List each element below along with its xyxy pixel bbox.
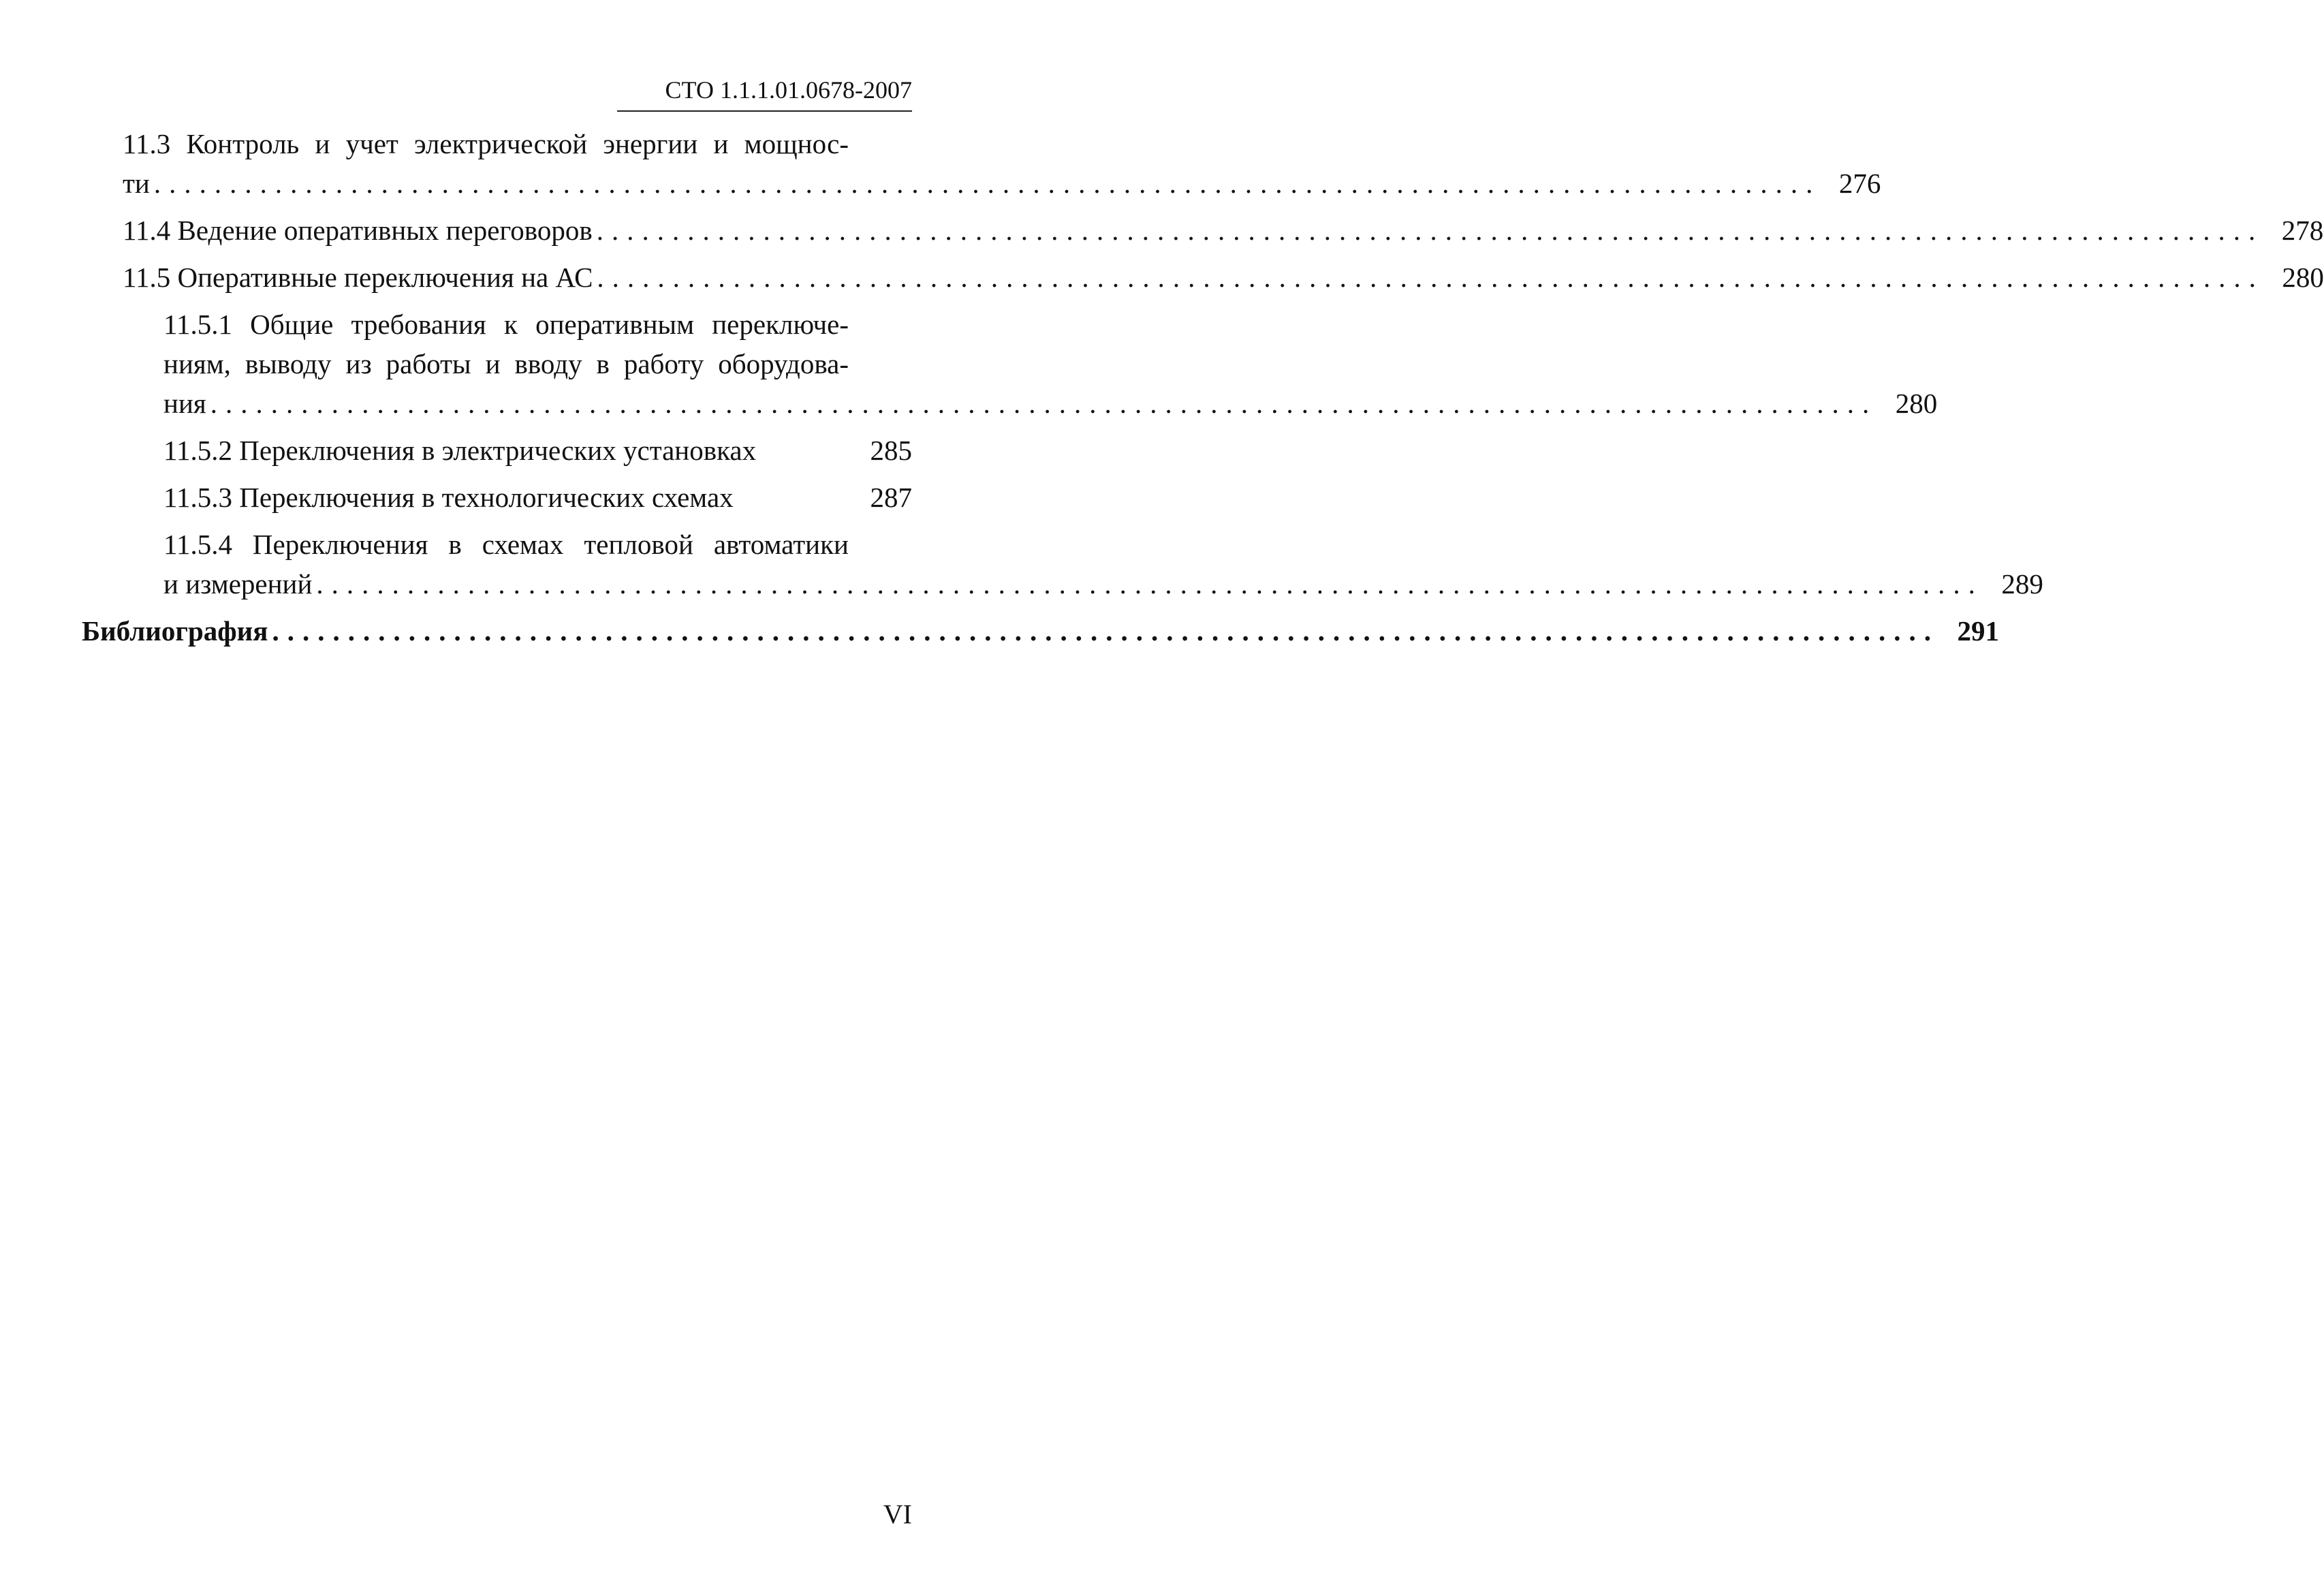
toc-entry-11-4[interactable] (82, 211, 2324, 250)
toc-entry-title: 11.5 Оперативные переключения на АС (123, 262, 593, 293)
toc-entry-title: 11.4 Ведение оперативных переговоров (123, 215, 593, 246)
page-folio: VI (883, 1499, 912, 1529)
dot-leader: .............................................................................................................. (153, 168, 1821, 199)
toc-entry-11-5-1[interactable] (82, 305, 1938, 423)
page-header: СТО 1.1.1.01.0678-2007 (665, 76, 912, 104)
toc-entry-11-5-3[interactable] (82, 478, 912, 517)
dot-leader: .............................................................................................................. (597, 262, 2264, 293)
toc-entry-line: 11.5.4 Переключения в схемах тепловой автоматики (163, 529, 849, 560)
dot-leader: .............................................................................................................. (316, 568, 1983, 600)
toc-entry-title: Библиография (82, 615, 268, 647)
toc-entry-11-5[interactable] (82, 258, 2324, 297)
toc-page-number: 276 (1838, 168, 1881, 199)
table-of-contents (82, 124, 2324, 658)
toc-entry-title: 11.5.3 Переключения в технологических схемах (163, 482, 734, 513)
dot-leader: .............................................................................................................. (210, 388, 1878, 419)
toc-entry-line: 11.5.1 Общие требования к оперативным переключе- (163, 309, 849, 340)
toc-entry-title: ния (163, 388, 206, 419)
dot-leader: .............................................................................................................. (596, 215, 2264, 246)
toc-page-number: 278 (2281, 215, 2324, 246)
dot-leader: .............................................................................................................. (272, 615, 1939, 647)
header-rule (617, 110, 912, 112)
toc-entry-line: ниям, выводу из работы и вводу в работу оборудова- (163, 348, 849, 379)
toc-entry-title: и измерений (163, 568, 313, 600)
toc-entry-11-5-2[interactable] (82, 431, 912, 470)
toc-page-number: 291 (1957, 615, 1999, 647)
toc-page-number: 287 (870, 482, 912, 513)
toc-page-number: 289 (2001, 568, 2043, 600)
toc-entry-11-3[interactable] (82, 124, 1881, 203)
toc-entry-11-5-4[interactable] (82, 525, 2043, 604)
toc-page-number: 285 (870, 435, 912, 466)
toc-entry-line: 11.3 Контроль и учет электрической энергии и мощнос- (123, 128, 849, 159)
toc-entry-title: ти (123, 168, 150, 199)
toc-entry-title: 11.5.2 Переключения в электрических установках (163, 435, 757, 466)
toc-page-number: 280 (1895, 388, 1938, 419)
toc-entry-bibliography[interactable] (82, 611, 1999, 651)
toc-page-number: 280 (2282, 262, 2324, 293)
